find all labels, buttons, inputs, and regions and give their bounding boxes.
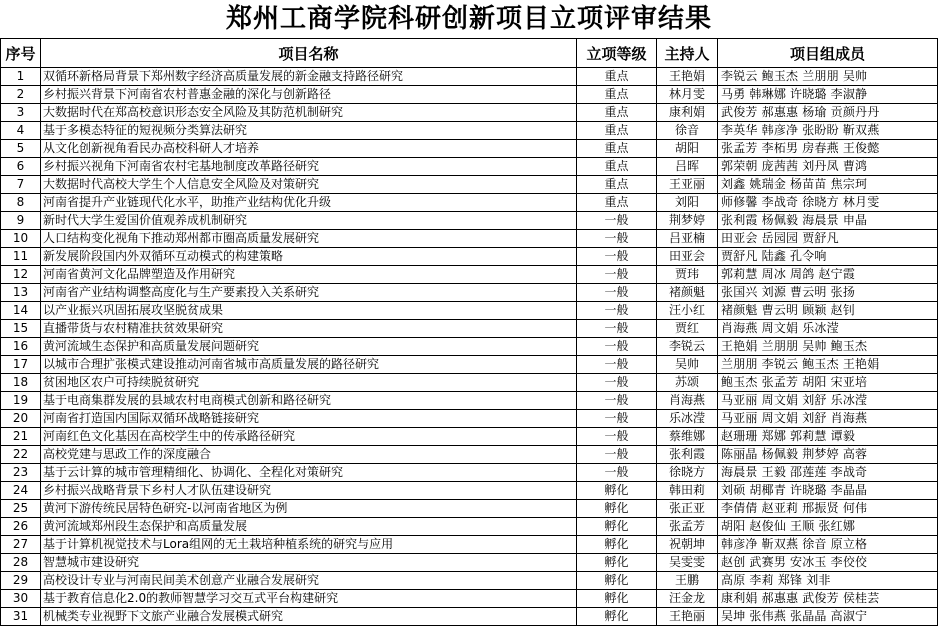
cell-number: 18 xyxy=(1,374,41,392)
header-name: 项目名称 xyxy=(41,39,577,68)
cell-project-name: 新发展阶段国内外双循环互动模式的构建策略 xyxy=(41,248,577,266)
table-row xyxy=(1,446,938,464)
cell-level: 重点 xyxy=(577,140,657,158)
table-row xyxy=(1,248,938,266)
table-row xyxy=(1,68,938,86)
cell-project-name: 大数据时代在郑高校意识形态安全风险及其防范机制研究 xyxy=(41,104,577,122)
cell-level: 孵化 xyxy=(577,482,657,500)
table-row xyxy=(1,536,938,554)
cell-project-name: 河南省产业结构调整高度化与生产要素投入关系研究 xyxy=(41,284,577,302)
cell-level: 孵化 xyxy=(577,500,657,518)
results-table xyxy=(0,38,938,626)
cell-project-name: 乡村振兴视角下河南省农村宅基地制度改革路径研究 xyxy=(41,158,577,176)
table-row xyxy=(1,410,938,428)
cell-number: 19 xyxy=(1,392,41,410)
cell-members: 武俊芳 郝惠惠 杨瑜 贡颜丹丹 xyxy=(718,104,938,122)
cell-level: 一般 xyxy=(577,392,657,410)
table-row xyxy=(1,122,938,140)
cell-project-name: 河南省黄河文化品牌塑造及作用研究 xyxy=(41,266,577,284)
cell-level: 一般 xyxy=(577,302,657,320)
cell-number: 15 xyxy=(1,320,41,338)
cell-level: 一般 xyxy=(577,428,657,446)
header-members: 项目组成员 xyxy=(718,39,938,68)
cell-level: 一般 xyxy=(577,248,657,266)
cell-level: 一般 xyxy=(577,464,657,482)
cell-members: 贾舒凡 陆鑫 孔令响 xyxy=(718,248,938,266)
cell-number: 26 xyxy=(1,518,41,536)
cell-host: 苏颂 xyxy=(657,374,718,392)
cell-host: 康利娟 xyxy=(657,104,718,122)
table-row xyxy=(1,302,938,320)
cell-level: 孵化 xyxy=(577,572,657,590)
cell-members: 郭荣朝 庞茜茜 刘丹凤 曹鸿 xyxy=(718,158,938,176)
cell-members: 高原 李莉 郑锋 刘非 xyxy=(718,572,938,590)
cell-level: 重点 xyxy=(577,122,657,140)
cell-number: 25 xyxy=(1,500,41,518)
cell-project-name: 基于电商集群发展的县域农村电商模式创新和路径研究 xyxy=(41,392,577,410)
table-row xyxy=(1,356,938,374)
cell-number: 17 xyxy=(1,356,41,374)
cell-number: 28 xyxy=(1,554,41,572)
cell-level: 重点 xyxy=(577,158,657,176)
cell-number: 6 xyxy=(1,158,41,176)
cell-project-name: 乡村振兴背景下河南省农村普惠金融的深化与创新路径 xyxy=(41,86,577,104)
cell-number: 27 xyxy=(1,536,41,554)
cell-number: 21 xyxy=(1,428,41,446)
header-host: 主持人 xyxy=(657,39,718,68)
table-row xyxy=(1,554,938,572)
cell-level: 孵化 xyxy=(577,590,657,608)
table-row xyxy=(1,176,938,194)
cell-host: 吕亚楠 xyxy=(657,230,718,248)
cell-project-name: 河南红色文化基因在高校学生中的传承路径研究 xyxy=(41,428,577,446)
cell-number: 20 xyxy=(1,410,41,428)
table-row xyxy=(1,230,938,248)
table-row xyxy=(1,392,938,410)
cell-number: 4 xyxy=(1,122,41,140)
cell-host: 吕晖 xyxy=(657,158,718,176)
cell-project-name: 从文化创新视角看民办高校科研人才培养 xyxy=(41,140,577,158)
table-row xyxy=(1,158,938,176)
cell-number: 1 xyxy=(1,68,41,86)
cell-host: 刘阳 xyxy=(657,194,718,212)
cell-project-name: 大数据时代高校大学生个人信息安全风险及对策研究 xyxy=(41,176,577,194)
cell-project-name: 黄河下游传统民居特色研究-以河南省地区为例 xyxy=(41,500,577,518)
cell-level: 一般 xyxy=(577,320,657,338)
cell-members: 鲍玉杰 张孟芳 胡阳 宋亚培 xyxy=(718,374,938,392)
cell-project-name: 河南省打造国内国际双循环战略链接研究 xyxy=(41,410,577,428)
cell-project-name: 河南省提升产业链现代化水平，助推产业结构优化升级 xyxy=(41,194,577,212)
cell-members: 田亚会 岳园园 贾舒凡 xyxy=(718,230,938,248)
cell-number: 5 xyxy=(1,140,41,158)
table-row xyxy=(1,500,938,518)
cell-members: 李锐云 鲍玉杰 兰朋朋 吴帅 xyxy=(718,68,938,86)
cell-number: 7 xyxy=(1,176,41,194)
cell-host: 王艳娟 xyxy=(657,68,718,86)
cell-level: 孵化 xyxy=(577,554,657,572)
cell-members: 刘硕 胡椰青 许晓璐 李晶晶 xyxy=(718,482,938,500)
cell-level: 孵化 xyxy=(577,536,657,554)
cell-number: 29 xyxy=(1,572,41,590)
cell-level: 一般 xyxy=(577,446,657,464)
table-row xyxy=(1,374,938,392)
cell-level: 一般 xyxy=(577,410,657,428)
cell-members: 刘鑫 姚瑞金 杨苗苗 焦宗珂 xyxy=(718,176,938,194)
cell-project-name: 黄河流域生态保护和高质量发展问题研究 xyxy=(41,338,577,356)
table-row xyxy=(1,140,938,158)
cell-host: 汪小红 xyxy=(657,302,718,320)
cell-project-name: 智慧城市建设研究 xyxy=(41,554,577,572)
cell-host: 祝朝坤 xyxy=(657,536,718,554)
cell-level: 一般 xyxy=(577,284,657,302)
cell-number: 22 xyxy=(1,446,41,464)
cell-host: 胡阳 xyxy=(657,140,718,158)
cell-level: 重点 xyxy=(577,194,657,212)
cell-host: 吴雯雯 xyxy=(657,554,718,572)
cell-host: 乐冰滢 xyxy=(657,410,718,428)
cell-members: 李倩倩 赵亚莉 邢振贤 何伟 xyxy=(718,500,938,518)
cell-host: 荆梦婷 xyxy=(657,212,718,230)
cell-members: 张国兴 刘源 曹云明 张扬 xyxy=(718,284,938,302)
cell-project-name: 人口结构变化视角下推动郑州都市圈高质量发展研究 xyxy=(41,230,577,248)
cell-project-name: 贫困地区农户可持续脱贫研究 xyxy=(41,374,577,392)
cell-project-name: 基于云计算的城市管理精细化、协调化、全程化对策研究 xyxy=(41,464,577,482)
cell-members: 陈丽晶 杨佩毅 荆梦婷 高蓉 xyxy=(718,446,938,464)
cell-project-name: 基于多模态特征的短视频分类算法研究 xyxy=(41,122,577,140)
cell-members: 胡阳 赵俊仙 王顺 张红娜 xyxy=(718,518,938,536)
cell-host: 张正亚 xyxy=(657,500,718,518)
table-row xyxy=(1,104,938,122)
cell-members: 李英华 韩彦净 张盼盼 靳双燕 xyxy=(718,122,938,140)
cell-host: 张孟芳 xyxy=(657,518,718,536)
cell-level: 一般 xyxy=(577,212,657,230)
cell-level: 重点 xyxy=(577,104,657,122)
table-row xyxy=(1,320,938,338)
cell-project-name: 高校设计专业与河南民间美术创意产业融合发展研究 xyxy=(41,572,577,590)
cell-members: 兰朋朋 李锐云 鲍玉杰 王艳娟 xyxy=(718,356,938,374)
cell-level: 一般 xyxy=(577,266,657,284)
table-row xyxy=(1,428,938,446)
cell-number: 8 xyxy=(1,194,41,212)
cell-number: 23 xyxy=(1,464,41,482)
cell-host: 吴帅 xyxy=(657,356,718,374)
cell-host: 徐音 xyxy=(657,122,718,140)
cell-number: 9 xyxy=(1,212,41,230)
cell-host: 肖海燕 xyxy=(657,392,718,410)
table-row xyxy=(1,86,938,104)
cell-project-name: 机械类专业视野下文旅产业融合发展模式研究 xyxy=(41,608,577,626)
table-body xyxy=(1,68,938,626)
header-row xyxy=(1,39,938,68)
header-level: 立项等级 xyxy=(577,39,657,68)
table-row xyxy=(1,194,938,212)
cell-project-name: 高校党建与思政工作的深度融合 xyxy=(41,446,577,464)
table-row xyxy=(1,572,938,590)
cell-project-name: 直播带货与农村精准扶贫效果研究 xyxy=(41,320,577,338)
cell-members: 康利娟 郝惠惠 武俊芳 侯桂芸 xyxy=(718,590,938,608)
cell-members: 王艳娟 兰朋朋 吴帅 鲍玉杰 xyxy=(718,338,938,356)
table-row xyxy=(1,338,938,356)
table-row xyxy=(1,590,938,608)
cell-host: 李锐云 xyxy=(657,338,718,356)
cell-project-name: 以城市合理扩张模式建设推动河南省城市高质量发展的路径研究 xyxy=(41,356,577,374)
cell-members: 韩彦净 靳双燕 徐音 原立格 xyxy=(718,536,938,554)
cell-project-name: 新时代大学生爱国价值观养成机制研究 xyxy=(41,212,577,230)
cell-level: 重点 xyxy=(577,176,657,194)
table-row xyxy=(1,266,938,284)
cell-number: 31 xyxy=(1,608,41,626)
cell-members: 肖海燕 周文娟 乐冰滢 xyxy=(718,320,938,338)
cell-project-name: 基于计算机视觉技术与Lora组网的无土栽培种植系统的研究与应用 xyxy=(41,536,577,554)
page-title: 郑州工商学院科研创新项目立项评审结果 xyxy=(225,4,712,34)
cell-number: 3 xyxy=(1,104,41,122)
table-row xyxy=(1,608,938,626)
cell-host: 王鹏 xyxy=(657,572,718,590)
cell-number: 13 xyxy=(1,284,41,302)
cell-project-name: 基于教育信息化2.0的教师智慧学习交互式平台构建研究 xyxy=(41,590,577,608)
cell-members: 吴坤 张伟燕 张晶晶 高淑宁 xyxy=(718,608,938,626)
cell-project-name: 乡村振兴战略背景下乡村人才队伍建设研究 xyxy=(41,482,577,500)
cell-number: 12 xyxy=(1,266,41,284)
table-row xyxy=(1,464,938,482)
cell-number: 10 xyxy=(1,230,41,248)
cell-number: 11 xyxy=(1,248,41,266)
cell-members: 张孟芳 李柘男 房春燕 王俊懿 xyxy=(718,140,938,158)
cell-level: 一般 xyxy=(577,338,657,356)
cell-number: 16 xyxy=(1,338,41,356)
cell-host: 褚颜魁 xyxy=(657,284,718,302)
cell-level: 重点 xyxy=(577,68,657,86)
table-row xyxy=(1,284,938,302)
cell-members: 褚颜魁 曹云明 顾颖 赵钊 xyxy=(718,302,938,320)
cell-number: 14 xyxy=(1,302,41,320)
table-row xyxy=(1,482,938,500)
cell-level: 一般 xyxy=(577,356,657,374)
cell-number: 30 xyxy=(1,590,41,608)
cell-host: 王亚丽 xyxy=(657,176,718,194)
cell-number: 24 xyxy=(1,482,41,500)
cell-level: 重点 xyxy=(577,86,657,104)
cell-members: 马勇 韩琳娜 许晓璐 李淑静 xyxy=(718,86,938,104)
cell-level: 孵化 xyxy=(577,518,657,536)
cell-members: 赵珊珊 郑娜 郭莉慧 谭毅 xyxy=(718,428,938,446)
cell-number: 2 xyxy=(1,86,41,104)
cell-host: 田亚会 xyxy=(657,248,718,266)
cell-members: 赵创 武赛男 安冰玉 李佼佼 xyxy=(718,554,938,572)
cell-members: 马亚丽 周文娟 刘舒 肖海燕 xyxy=(718,410,938,428)
cell-level: 孵化 xyxy=(577,608,657,626)
cell-project-name: 黄河流域郑州段生态保护和高质量发展 xyxy=(41,518,577,536)
cell-host: 韩田莉 xyxy=(657,482,718,500)
cell-level: 一般 xyxy=(577,230,657,248)
cell-host: 张利霞 xyxy=(657,446,718,464)
cell-host: 汪金龙 xyxy=(657,590,718,608)
cell-members: 马亚丽 周文娟 刘舒 乐冰滢 xyxy=(718,392,938,410)
cell-host: 蔡维娜 xyxy=(657,428,718,446)
cell-host: 徐晓方 xyxy=(657,464,718,482)
table-row xyxy=(1,518,938,536)
cell-host: 贾玮 xyxy=(657,266,718,284)
cell-members: 郭莉慧 周冰 周鸽 赵宁霞 xyxy=(718,266,938,284)
cell-members: 师修馨 李战奇 徐晓方 林月雯 xyxy=(718,194,938,212)
cell-host: 林月雯 xyxy=(657,86,718,104)
cell-members: 海晨景 王毅 邵莲莲 李战奇 xyxy=(718,464,938,482)
cell-project-name: 以产业振兴巩固拓展攻坚脱贫成果 xyxy=(41,302,577,320)
table-row xyxy=(1,212,938,230)
cell-members: 张利霞 杨佩毅 海晨景 申晶 xyxy=(718,212,938,230)
cell-host: 王艳丽 xyxy=(657,608,718,626)
cell-project-name: 双循环新格局背景下郑州数字经济高质量发展的新金融支持路径研究 xyxy=(41,68,577,86)
cell-level: 一般 xyxy=(577,374,657,392)
header-num: 序号 xyxy=(1,39,41,68)
cell-host: 贾红 xyxy=(657,320,718,338)
